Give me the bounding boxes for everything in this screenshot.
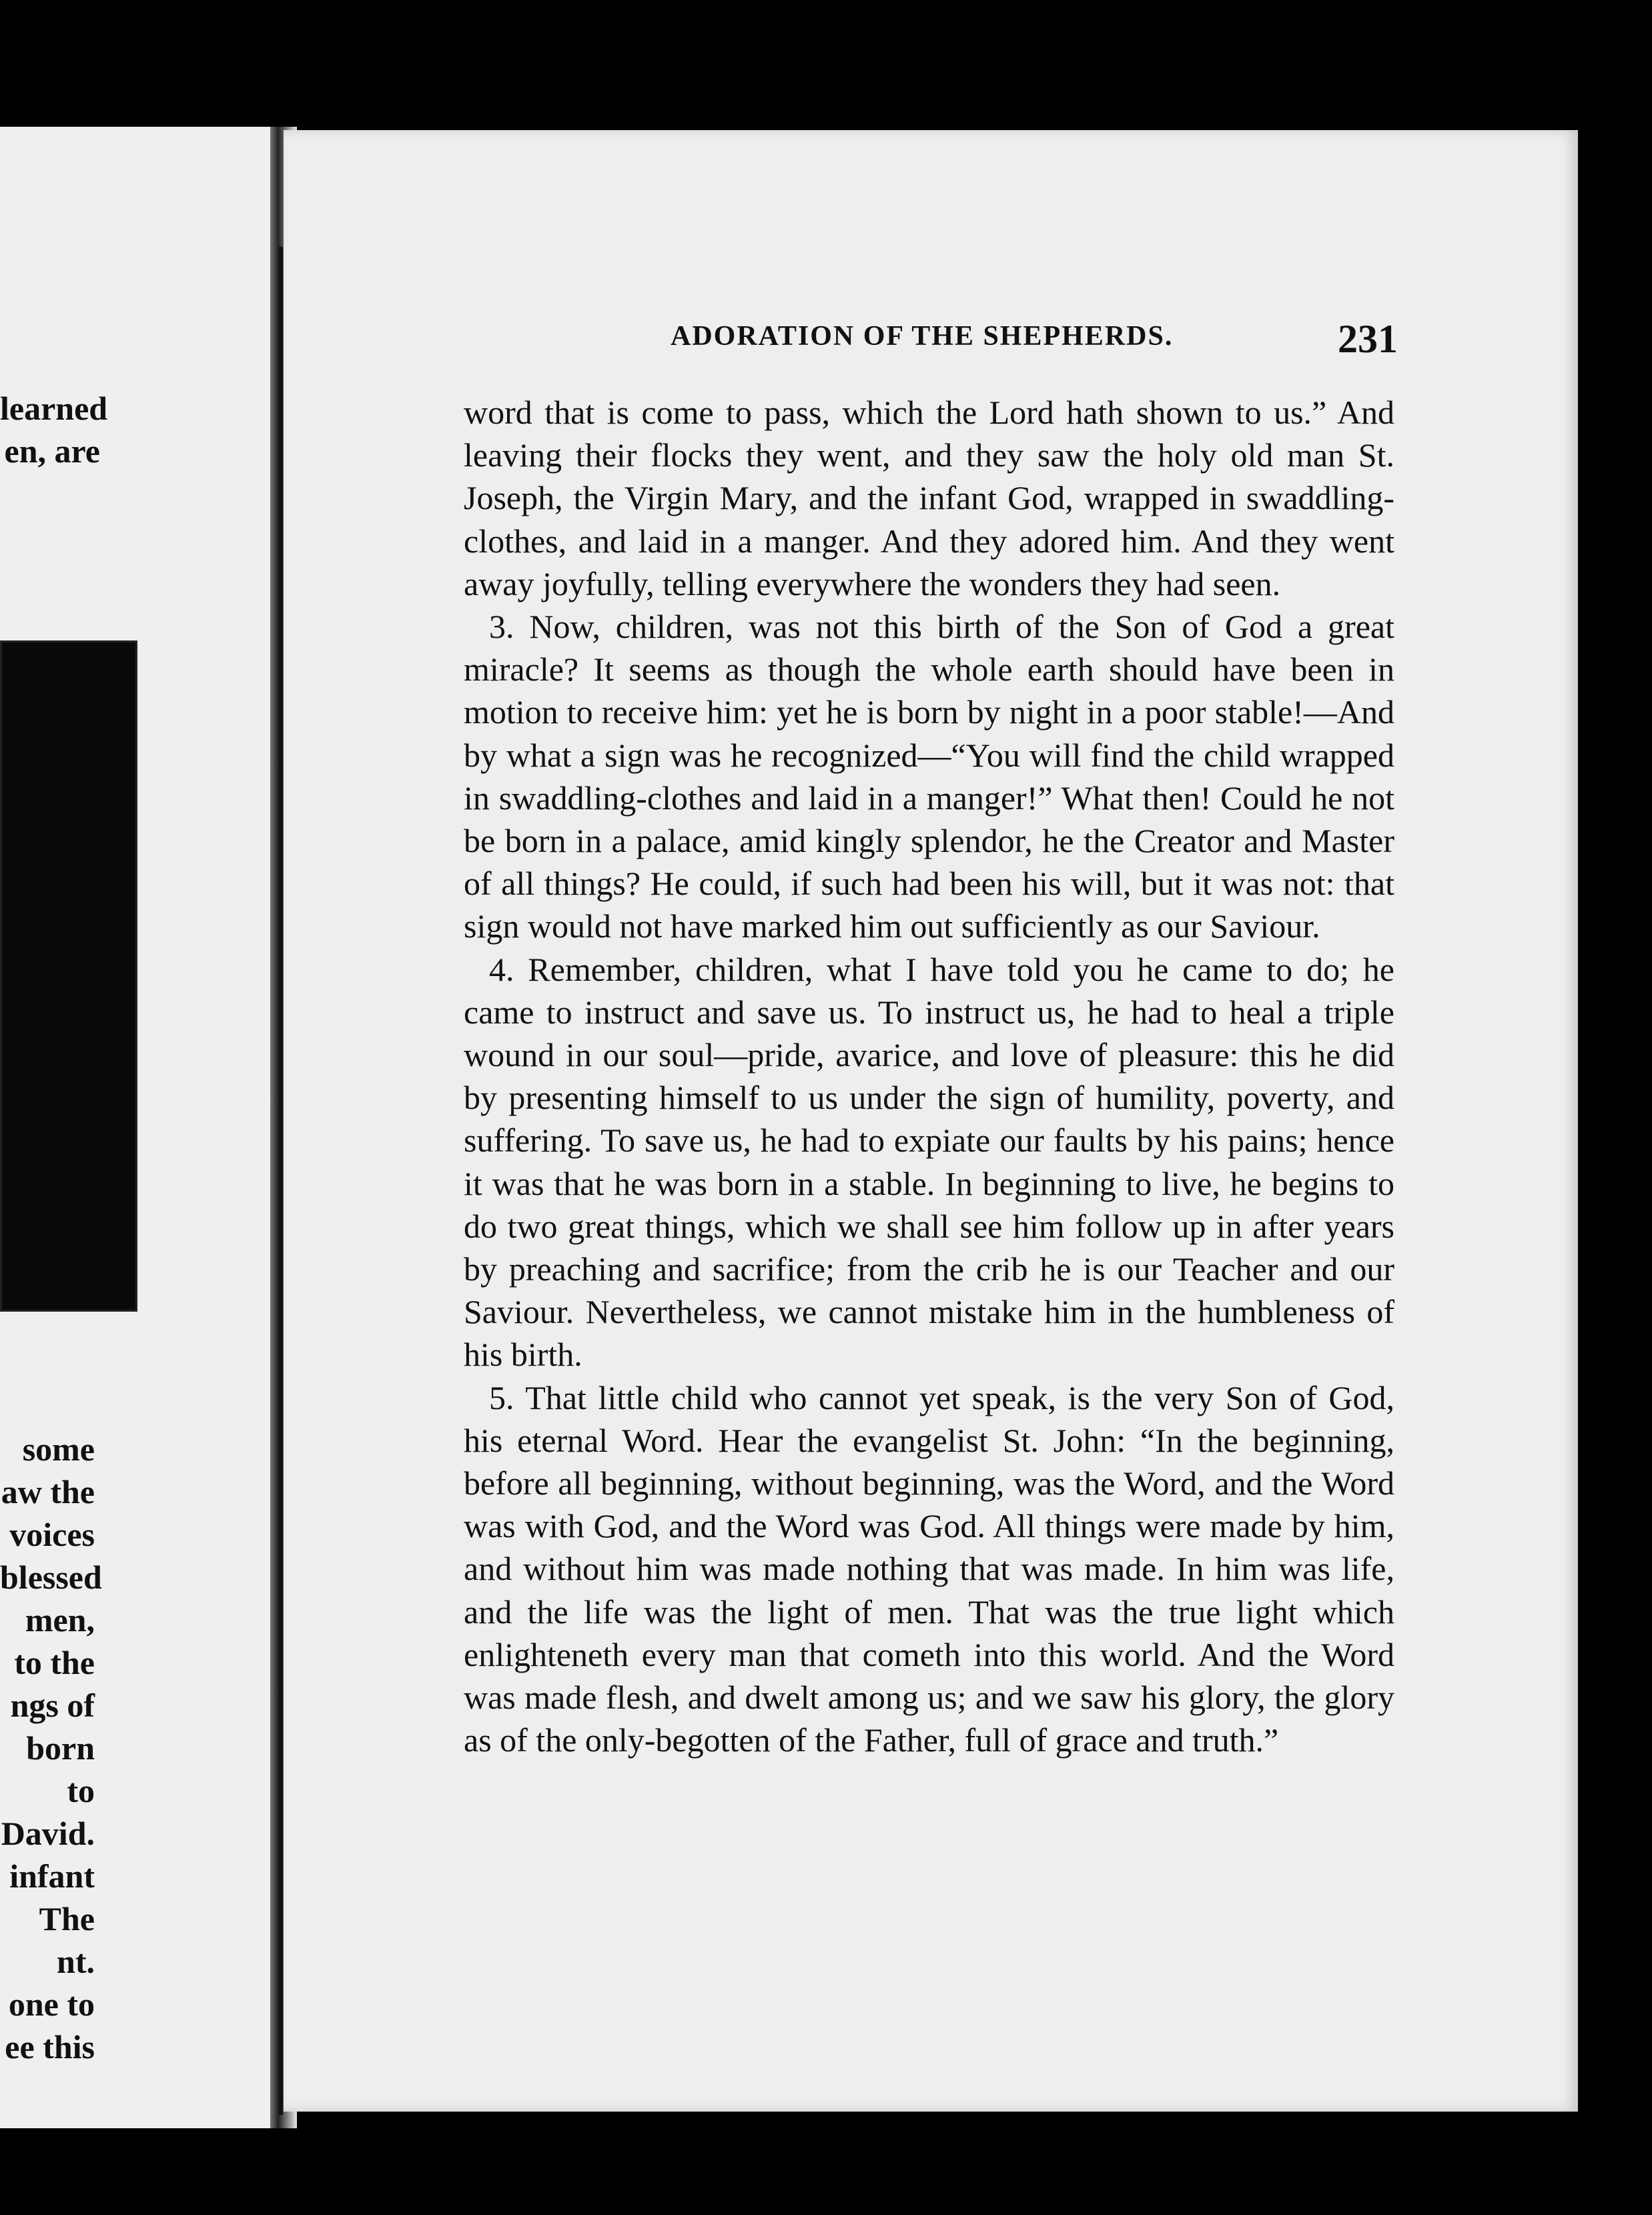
fragment-line: David.	[1, 1815, 95, 1852]
fragment-line: one to	[8, 1985, 95, 2023]
paragraph: 4. Remember, children, what I have told you he came to do; he came to instruct and save us. To instruct us, he had to heal a triple wound in our soul—pride, avarice, and love of pleasure: this he did by presenting himself to us under the sign of humility, poverty, and suffering. To save us, he had to expiate our faults by his pains; hence it was that he was born in a stable. In beginning to live, he begins to do two great things, which we shall see him follow up in after years by preaching and sacrifice; from the crib he is our Teacher and our Saviour. Nevertheless, we cannot mistake him in the humbleness of his birth.	[464, 950, 1394, 1374]
fragment-line: en, are	[4, 432, 100, 470]
fragment-line: born to	[26, 1729, 95, 1809]
left-page-illustration	[0, 640, 137, 1312]
fragment-line: aw the	[1, 1473, 95, 1510]
fragment-line: learned	[0, 390, 108, 427]
gutter-shadow-line	[279, 247, 283, 2115]
fragment-line: some	[22, 1430, 95, 1468]
running-head: ADORATION OF THE SHEPHERDS.	[671, 321, 1174, 352]
left-fragment-bottom	[0, 1428, 102, 2068]
paragraph: word that is come to pass, which the Lord hath shown to us.” And leaving their flocks they went, and they saw the holy old man St. Joseph, the Virgin Mary, and the infant God, wrapped in swaddling-clothes, and laid in a manger. And they adored him. And they went away joyfully, telling everywhere the wonders they had seen.	[464, 394, 1394, 602]
fragment-line: ee this	[5, 2028, 95, 2066]
paragraph: 3. Now, children, was not this birth of the Son of God a great miracle? It seems as though the whole earth should have been in motion to receive him: yet he is born by night in a poor stable!—And by what a sign was he recognized—“You will find the child wrapped in swaddling-clothes and laid in a manger!” What then! Could he not be born in a palace, amid kingly splendor, he the Creator and Master of all things? He could, if such had been his will, but it was not: that sign would not have marked him out sufficiently as our Saviour.	[464, 608, 1394, 945]
left-fragment-top	[0, 387, 108, 472]
paragraph: 5. That little child who cannot yet speak, is the very Son of God, his eternal Word. Hear the evangelist St. John: “In the beginning, before all beginning, without beginning, was the Word, and the Word was with God, and the Word was God. All things were made by him, and without him was made nothing that was made. In him was life, and the life was the light of men. That was the true light which enlighteneth every man that cometh into this world. And the Word was made flesh, and dwelt among us; and we saw his glory, the glory as of the only-begotten of the Father, full of grace and truth.”	[464, 1378, 1394, 1759]
fragment-line: voices	[9, 1516, 95, 1553]
page-number: 231	[1338, 317, 1398, 361]
fragment-line: blessed	[0, 1559, 102, 1596]
fragment-line: nt.	[57, 1943, 95, 1980]
left-page-fragment	[0, 127, 280, 2128]
fragment-line: ngs of	[10, 1687, 95, 1724]
fragment-line: men,	[25, 1601, 95, 1639]
body-text	[464, 391, 1394, 1762]
page-header	[671, 317, 1398, 374]
fragment-line: to the	[14, 1644, 95, 1681]
fragment-line: infant	[9, 1857, 95, 1895]
fragment-line: The	[39, 1900, 95, 1937]
